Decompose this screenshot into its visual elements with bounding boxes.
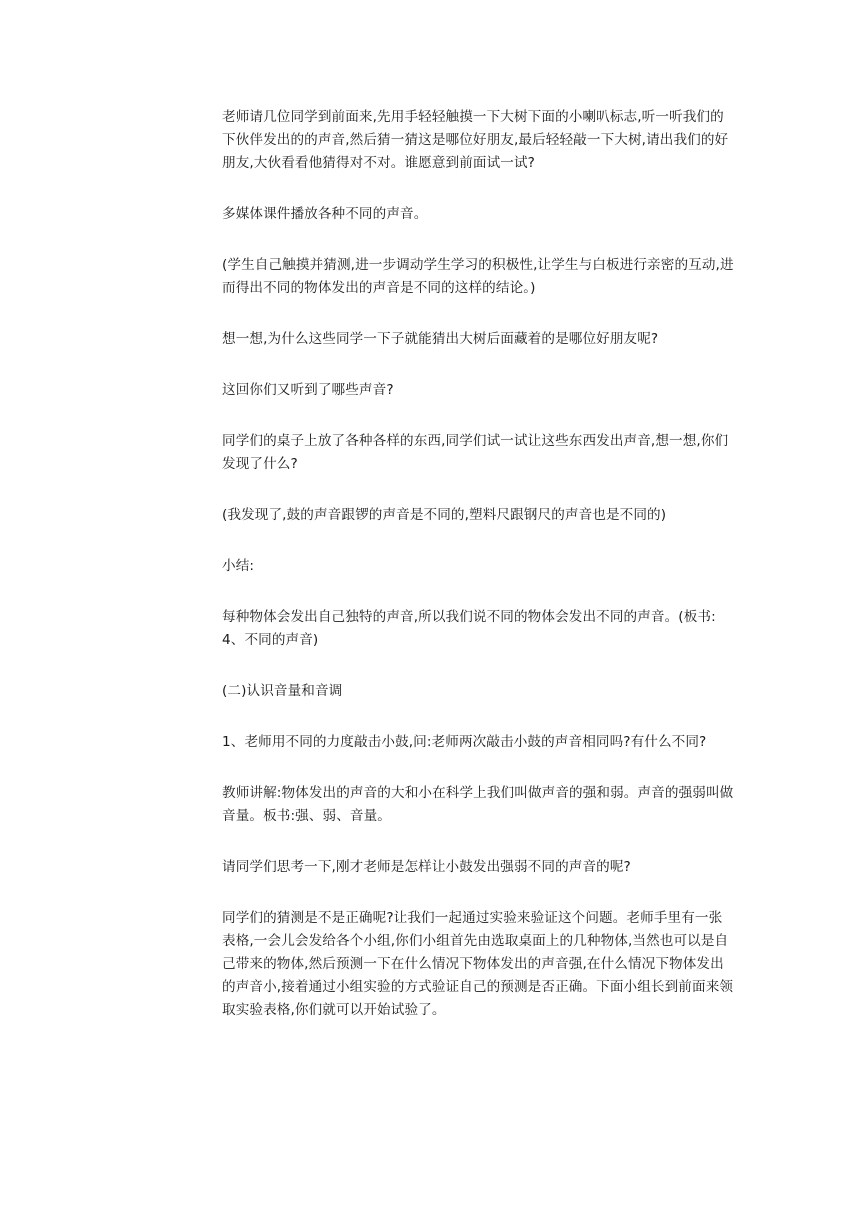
paragraph-summary-text: 每种物体会发出自己独特的声音,所以我们说不同的物体会发出不同的声音。(板书:4、不同的声音) <box>222 609 716 648</box>
paragraph-experiment-instructions: 同学们的猜测是不是正确呢?让我们一起通过实验来验证这个问题。老师手里有一张表格,一会儿会发给各个小组,你们小组首先由选取桌面上的几种物体,当然也可以是自己带来的物体,然后预测一下在什么情况下物体发出的声音强,在什么情况下物体发出的声音小,接着通过小组实验的方式验证自己的预测是否正确。下面小组长到前面来领取实验表格,你们就可以开始试验了。 <box>222 910 734 1018</box>
paragraph-what-sounds-heard: 这回你们又听到了哪些声音? <box>222 382 394 398</box>
paragraph-think-how-drum: 请同学们思考一下,刚才老师是怎样让小鼓发出强弱不同的声音的呢? <box>222 859 631 875</box>
section-heading-volume-pitch: (二)认识音量和音调 <box>222 683 343 699</box>
paragraph-teacher-explains-volume: 教师讲解:物体发出的声音的大和小在科学上我们叫做声音的强和弱。声音的强弱叫做音量。板书:强、弱、音量。 <box>222 785 734 824</box>
document-body <box>222 106 734 1050</box>
paragraph-drum-force-question: 1、老师用不同的力度敲击小鼓,问:老师两次敲击小鼓的声音相同吗?有什么不同? <box>222 734 707 750</box>
paragraph-drum-gong-discovery: (我发现了,鼓的声音跟锣的声音是不同的,塑料尺跟钢尺的声音也是不同的) <box>222 507 667 523</box>
paragraph-desk-objects: 同学们的桌子上放了各种各样的东西,同学们试一试让这些东西发出声音,想一想,你们发现了什么? <box>222 433 729 472</box>
paragraph-think-why: 想一想,为什么这些同学一下子就能猜出大树后面藏着的是哪位好朋友呢? <box>222 331 659 347</box>
paragraph-teacher-invites-students: 老师请几位同学到前面来,先用手轻轻触摸一下大树下面的小喇叭标志,听一听我们的下伙伴发出的的声音,然后猜一猜这是哪位好朋友,最后轻轻敲一下大树,请出我们的好朋友,大伙看看他猜得对不对。谁愿意到前面试一试? <box>222 109 729 171</box>
paragraph-multimedia-plays-sounds: 多媒体课件播放各种不同的声音。 <box>222 206 428 222</box>
paragraph-summary-label: 小结: <box>222 558 255 574</box>
paragraph-students-touch-and-guess: (学生自己触摸并猜测,进一步调动学生学习的积极性,让学生与白板进行亲密的互动,进而得出不同的物体发出的声音是不同的这样的结论。) <box>222 257 734 296</box>
